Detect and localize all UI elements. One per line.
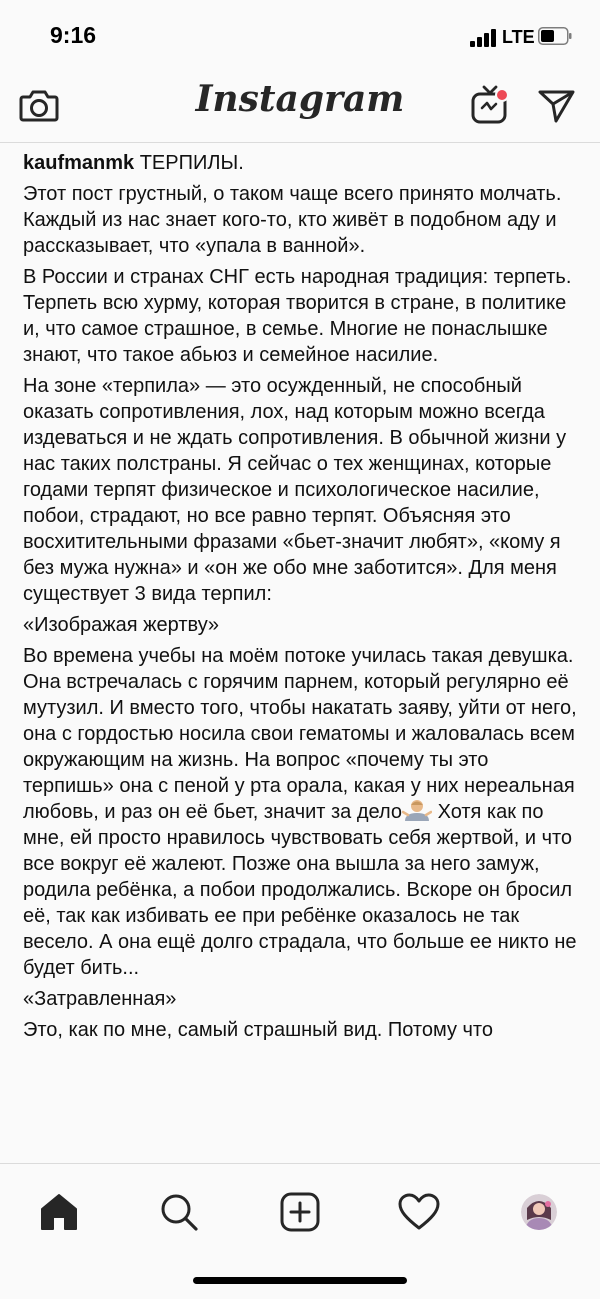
new-post-icon (280, 1192, 320, 1232)
story-text-part-2: Хотя как по мне, ей просто нравилось чувствовать себя жертвой, и что все вокруг её жалеют. Позже она вышла за него замуж, родила ребёнка, а побои продолжались. Вскоре он бросил её, так как избивать ее при ребёнке оказалось не так весело. А она ещё долго страдала, что больше ее никто не будет бить... (23, 801, 577, 979)
caption-paragraph-cut: Это, как по мне, самый страшный вид. Потому что (23, 1019, 493, 1041)
story-text-part-1: Во времена учебы на моём потоке училась такая девушка. Она встречалась с горячим парнем, который регулярно её мутузил. И вместо того, чтобы накатать заяву, уйти от него, она с гордостью носила свои гематомы и жаловалась всем окружающим на жизнь. На вопрос «почему ты это терпишь» она с пеной у рта орала, какая у них нереальная любовь, и раз он её бьет, значит за дело (23, 645, 577, 823)
caption-subheading: «Изображая жертву» (23, 614, 220, 636)
direct-message-icon[interactable] (538, 88, 576, 124)
home-icon (39, 1193, 79, 1231)
caption-paragraph: Этот пост грустный, о таком чаще всего принято молчать. Каждый из нас знает кого-то, кто живёт в подобном аду и рассказывает, что «упала в ванной». (23, 183, 562, 257)
search-icon (159, 1192, 199, 1232)
caption-subheading: «Затравленная» (23, 988, 177, 1010)
tab-profile[interactable] (509, 1182, 569, 1242)
network-type: LTE (502, 27, 535, 47)
instagram-logo: Instagram (195, 78, 405, 120)
tab-new-post[interactable] (270, 1182, 330, 1242)
profile-avatar (521, 1194, 557, 1230)
top-nav-bar (0, 72, 600, 143)
tab-search[interactable] (149, 1182, 209, 1242)
notification-dot (496, 89, 508, 101)
caption-paragraph (23, 643, 583, 981)
tab-home[interactable] (29, 1182, 89, 1242)
igtv-icon[interactable] (470, 84, 510, 126)
caption-paragraph: В России и странах СНГ есть народная традиция: терпеть. Терпеть всю хурму, которая творится в стране, в политике и, что самое страшное, в семье. Многие не понаслышке знают, что такое абьюз и семейное насилие. (23, 266, 572, 366)
shrug-emoji-icon (402, 799, 432, 821)
activity-heart-icon (398, 1193, 440, 1231)
caption-header (23, 150, 583, 176)
status-time: 9:16 (50, 22, 97, 48)
home-indicator[interactable] (193, 1277, 407, 1284)
post-username[interactable]: kaufmanmk (23, 152, 135, 174)
post-caption (23, 150, 583, 1162)
tab-activity[interactable] (389, 1182, 449, 1242)
caption-paragraph: На зоне «терпила» — это осужденный, не способный оказать сопротивления, лох, над которым можно всегда издеваться и не ждать сопротивления. В обычной жизни у нас таких полстраны. Я сейчас о тех женщинах, которые годами терпят физическое и психологическое насилие, побои, страдают, но все равно терпят. Объясняя это восхитительными фразами «бьет-значит любят», «кому я без мужа нужна» и «он же обо мне заботится». Для меня существует 3 вида терпил: (23, 375, 567, 605)
post-title: ТЕРПИЛЫ. (139, 152, 244, 174)
signal-strength-icon (470, 29, 498, 47)
battery-icon (538, 27, 572, 45)
status-bar (0, 0, 600, 72)
